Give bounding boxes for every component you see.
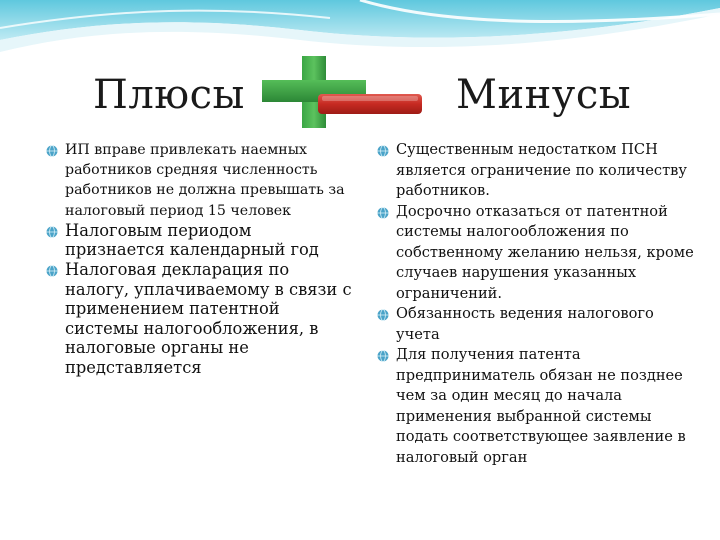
globe-bullet-icon — [46, 265, 58, 277]
globe-bullet-icon — [377, 145, 389, 157]
minus-item-text: Для получения патента предприниматель обязан не позднее чем за один месяц до начала применения выбранной системы подать соответствующее заявление в налоговый орган — [396, 346, 686, 466]
list-item — [377, 202, 695, 305]
minus-title: Минусы — [456, 72, 632, 118]
list-item — [377, 345, 695, 468]
list-item — [46, 221, 356, 260]
globe-bullet-icon — [377, 207, 389, 219]
minus-item-text: Обязанность ведения налогового учета — [396, 305, 654, 343]
plus-item-text: Налоговым периодом признается календарный год — [65, 220, 319, 260]
list-item — [377, 304, 695, 345]
list-item — [377, 140, 695, 202]
plus-item-text: ИП вправе привлекать наемных работников средняя численность работников не должна превышать за налоговый период 15 человек — [65, 142, 345, 219]
plus-item-text: Налоговая декларация по налогу, уплачиваемому в связи с применением патентной системы налогообложения, в налоговые органы не представляется — [65, 260, 352, 377]
slide-header — [0, 0, 720, 140]
plus-title: Плюсы — [93, 72, 245, 118]
plus-list — [46, 140, 356, 378]
minus-item-text: Существенным недостатком ПСН является ограничение по количеству работников. — [396, 141, 687, 199]
list-item — [46, 260, 356, 378]
globe-bullet-icon — [46, 145, 58, 157]
red-minus-icon — [318, 92, 422, 116]
minus-item-text: Досрочно отказаться от патентной системы налогообложения по собственному желанию нельзя, кроме случаев нарушения указанных ограничений. — [396, 202, 694, 302]
minus-list — [377, 140, 695, 468]
globe-bullet-icon — [377, 350, 389, 362]
globe-bullet-icon — [377, 309, 389, 321]
globe-bullet-icon — [46, 226, 58, 238]
list-item — [46, 140, 356, 221]
